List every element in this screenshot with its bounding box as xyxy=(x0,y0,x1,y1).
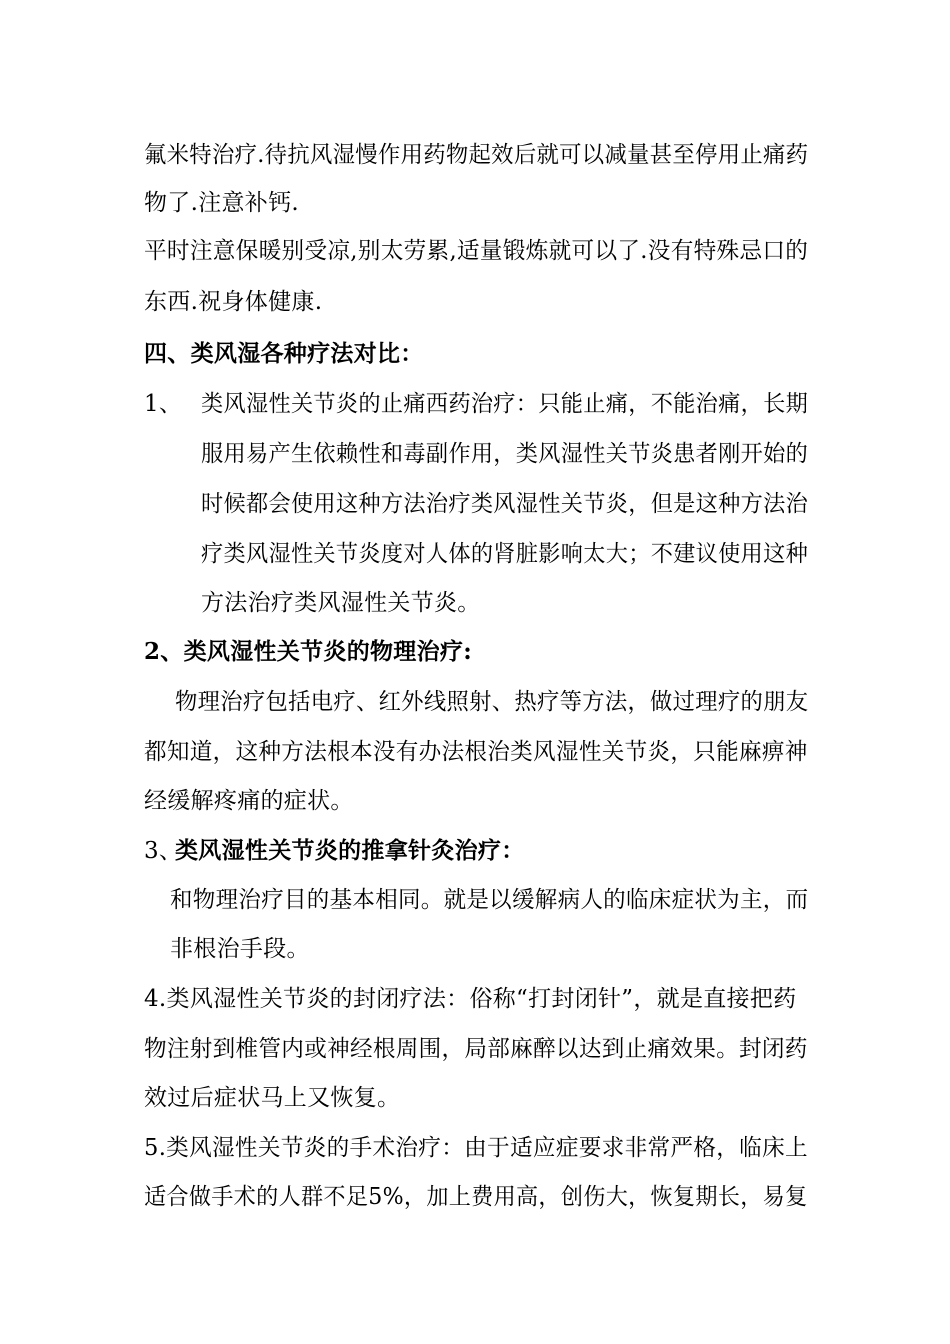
list-item-line: 时候都会使用这种方法治疗类风湿性关节炎，但是这种方法治 xyxy=(201,491,809,517)
paragraph-line: 东西.祝身体健康. xyxy=(144,289,323,315)
list-item-line: 方法治疗类风湿性关节炎。 xyxy=(201,590,481,616)
paragraph-line: 和物理治疗目的基本相同。就是以缓解病人的临床症状为主，而 xyxy=(170,887,809,913)
paragraph-line: 氟米特治疗.待抗风湿慢作用药物起效后就可以减量甚至停用止痛药 xyxy=(144,142,809,168)
list-item-line: 服用易产生依赖性和毒副作用，类风湿性关节炎患者刚开始的 xyxy=(201,441,809,467)
paragraph-line: 平时注意保暖别受凉,别太劳累,适量锻炼就可以了.没有特殊忌口的 xyxy=(144,238,809,264)
list-item-line: 类风湿性关节炎的止痛西药治疗：只能止痛，不能治痛，长期 xyxy=(201,391,809,417)
paragraph-line: 4.类风湿性关节炎的封闭疗法：俗称“打封闭针”，就是直接把药 xyxy=(144,986,797,1012)
paragraph-line: 适合做手术的人群不足5%，加上费用高，创伤大，恢复期长，易复 xyxy=(144,1184,808,1210)
subsection-heading: 2、类风湿性关节炎的物理治疗: xyxy=(144,638,472,665)
list-number: 3、 xyxy=(144,838,183,864)
paragraph-line: 非根治手段。 xyxy=(170,936,310,962)
paragraph-line: 物注射到椎管内或神经根周围，局部麻醉以达到止痛效果。封闭药 xyxy=(144,1036,808,1062)
list-item-line: 疗类风湿性关节炎度对人体的肾脏影响太大；不建议使用这种 xyxy=(201,541,809,567)
paragraph-line: 物理治疗包括电疗、红外线照射、热疗等方法，做过理疗的朋友 xyxy=(175,689,809,715)
paragraph-line: 都知道，这种方法根本没有办法根治类风湿性关节炎，只能麻痹神 xyxy=(144,739,808,765)
section-heading: 四、类风湿各种疗法对比： xyxy=(144,340,424,367)
paragraph-line: 效过后症状马上又恢复。 xyxy=(144,1085,401,1111)
subsection-heading: 类风湿性关节炎的推拿针灸治疗： xyxy=(175,837,525,864)
paragraph-line: 经缓解疼痛的症状。 xyxy=(144,788,354,814)
paragraph-line: 5.类风湿性关节炎的手术治疗：由于适应症要求非常严格，临床上 xyxy=(144,1135,808,1161)
list-number: 1、 xyxy=(144,391,183,417)
paragraph-line: 物了.注意补钙. xyxy=(144,190,300,216)
